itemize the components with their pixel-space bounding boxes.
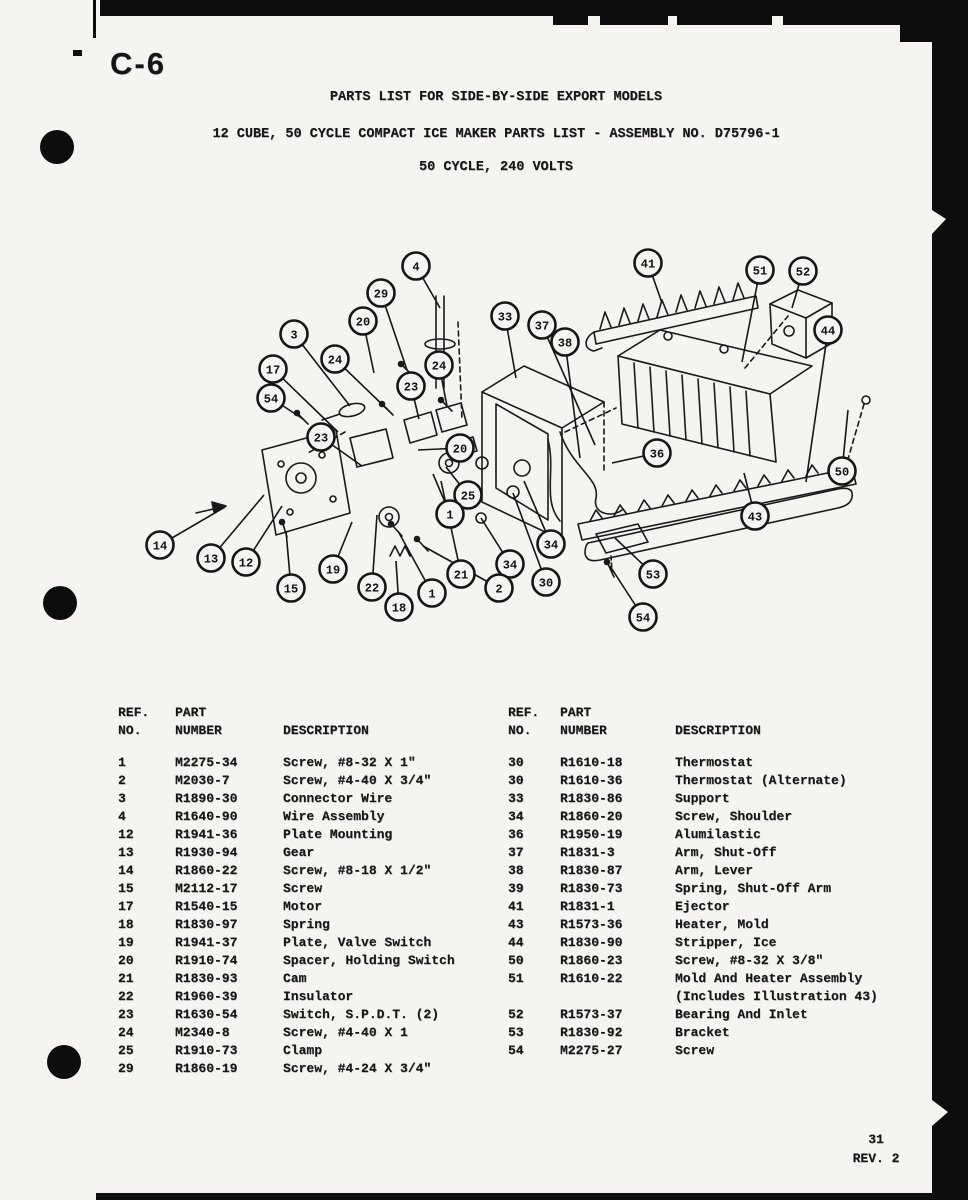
ref-no: 41 [508, 899, 524, 914]
table-row [508, 880, 878, 898]
part-number: R1573-37 [560, 1007, 623, 1022]
callout-number: 53 [645, 568, 661, 583]
table-row [508, 862, 878, 880]
table-row [508, 1042, 878, 1060]
callout-number: 20 [452, 442, 468, 457]
ref-no: REF. [118, 705, 150, 720]
description: Screw, #8-32 X 1" [283, 755, 416, 770]
callout-number: 24 [431, 359, 447, 374]
description: Arm, Lever [675, 863, 754, 878]
callout-number: 1 [428, 587, 436, 602]
description: Screw, Shoulder [675, 809, 793, 824]
description: Ejector [675, 899, 730, 914]
parts-table-right [508, 704, 878, 1060]
support-drawing [482, 366, 604, 540]
ref-no: 23 [118, 1007, 134, 1022]
callout-number: 18 [391, 601, 407, 616]
part-number: R1860-22 [175, 863, 238, 878]
table-row [508, 754, 878, 772]
table-row [118, 772, 455, 790]
ref-no: 37 [508, 845, 524, 860]
ref-no: 21 [118, 971, 134, 986]
part-number: R1950-19 [560, 827, 623, 842]
part-number: R1610-36 [560, 773, 623, 788]
description: DESCRIPTION [675, 723, 761, 738]
ref-no: 17 [118, 899, 134, 914]
description: Bracket [675, 1025, 730, 1040]
shutoff-arm-drawing [560, 432, 622, 514]
ref-no: 20 [118, 953, 134, 968]
table-row [508, 898, 878, 916]
table-row [508, 952, 878, 970]
page-subtitle-volts: 50 CYCLE, 240 VOLTS [419, 160, 573, 175]
part-number: R1610-22 [560, 971, 623, 986]
description: Plate Mounting [283, 827, 393, 842]
callout-number: 54 [635, 611, 651, 626]
part-number: R1860-19 [175, 1061, 238, 1076]
ejector-drawing [586, 283, 758, 351]
part-number: R1573-36 [560, 917, 623, 932]
revision-label: REV. 2 [852, 1151, 900, 1166]
part-number: R1860-23 [560, 953, 623, 968]
ref-no: 1 [118, 755, 126, 770]
ref-no: 43 [508, 917, 524, 932]
page-subtitle: 12 CUBE, 50 CYCLE COMPACT ICE MAKER PARTS LIST - ASSEMBLY NO. D75796-1 [212, 127, 780, 142]
part-number: R1830-87 [560, 863, 623, 878]
page-title: PARTS LIST FOR SIDE-BY-SIDE EXPORT MODELS [329, 90, 663, 105]
part-number: R1910-74 [175, 953, 238, 968]
description: Stripper, Ice [675, 935, 777, 950]
description: Screw, #4-40 X 1 [283, 1025, 408, 1040]
description: Mold And Heater Assembly (Includes Illustration 43) [675, 971, 878, 1004]
callout-number: 52 [795, 265, 811, 280]
callout-number: 22 [364, 581, 380, 596]
callout-number: 1 [446, 508, 454, 523]
callout-number: 14 [152, 539, 168, 554]
arrow-14 [196, 502, 226, 513]
ref-no: 19 [118, 935, 134, 950]
ref-no: 24 [118, 1025, 134, 1040]
callout-number: 13 [203, 552, 219, 567]
part-number: R1830-90 [560, 935, 623, 950]
callout-number: 19 [325, 563, 341, 578]
binder-hole [40, 130, 74, 164]
table-row [118, 880, 455, 898]
description: Clamp [283, 1043, 323, 1058]
ref-no: 52 [508, 1007, 524, 1022]
table-row [118, 916, 455, 934]
page-corner-label: C-6 [110, 46, 166, 81]
ref-no: 3 [118, 791, 126, 806]
ref-no: 33 [508, 791, 524, 806]
callout-number: 50 [834, 465, 850, 480]
description: Thermostat [675, 755, 754, 770]
part-number: R1831-1 [560, 899, 615, 914]
ref-no: 53 [508, 1025, 524, 1040]
callout-number: 23 [403, 380, 419, 395]
callout-number: 15 [283, 582, 299, 597]
part-number: R1630-54 [175, 1007, 238, 1022]
part-number: R1890-30 [175, 791, 238, 806]
part-number: R1941-37 [175, 935, 238, 950]
description: Screw [283, 881, 323, 896]
description: Gear [283, 845, 315, 860]
callout-leader-line [806, 330, 828, 482]
table-row [508, 808, 878, 826]
ref-no: 22 [118, 989, 134, 1004]
callout-number: 34 [502, 558, 518, 573]
ref-no: 14 [118, 863, 134, 878]
ref-no: 12 [118, 827, 134, 842]
ref-no: 51 [508, 971, 524, 986]
part-number: M2275-34 [175, 755, 238, 770]
description: Screw, #4-24 X 3/4" [283, 1061, 432, 1076]
part-number: R1830-73 [560, 881, 623, 896]
heater-drawing [585, 488, 852, 560]
description: Arm, Shut-Off [675, 845, 777, 860]
part-number: R1910-73 [175, 1043, 238, 1058]
description: Thermostat (Alternate) [675, 773, 847, 788]
ref-no: 18 [118, 917, 134, 932]
parts-table-left [118, 704, 455, 1078]
description: Screw [675, 1043, 715, 1058]
description: Motor [283, 899, 323, 914]
part-number: PART [560, 705, 592, 720]
table-row [118, 1006, 455, 1024]
ref-no: 34 [508, 809, 524, 824]
callout-number: 3 [290, 328, 298, 343]
ref-no: 36 [508, 827, 524, 842]
callout-number: 37 [534, 319, 550, 334]
description: Connector Wire [283, 791, 393, 806]
connector-wire-drawing [322, 401, 366, 420]
table-row [118, 1024, 455, 1042]
part-number: M2275-27 [560, 1043, 623, 1058]
table-row [118, 1060, 455, 1078]
table-row [118, 1042, 455, 1060]
table-row [118, 844, 455, 862]
table-row [118, 826, 455, 844]
table-row [118, 934, 455, 952]
description: Spring, Shut-Off Arm [675, 881, 832, 896]
ref-no: 29 [118, 1061, 134, 1076]
screw-50-drawing [846, 396, 870, 466]
callout-number: 2 [495, 582, 503, 597]
part-number: R1830-86 [560, 791, 623, 806]
description: Screw, #8-18 X 1/2" [283, 863, 432, 878]
callout-number: 20 [355, 315, 371, 330]
description: Spacer, Holding Switch [283, 953, 455, 968]
callout-number: 29 [373, 287, 389, 302]
description: Screw, #4-40 X 3/4" [283, 773, 432, 788]
part-number: R1930-94 [175, 845, 238, 860]
part-number: R1941-36 [175, 827, 238, 842]
ref-no: 30 [508, 773, 524, 788]
ref-no: 30 [508, 755, 524, 770]
table-row [118, 898, 455, 916]
description: Spring [283, 917, 330, 932]
part-number: R1860-20 [560, 809, 623, 824]
part-number: R1960-39 [175, 989, 238, 1004]
callout-number: 30 [538, 576, 554, 591]
table-row [118, 754, 455, 772]
binder-hole [43, 586, 77, 620]
part-number: M2030-7 [175, 773, 230, 788]
callout-number: 12 [238, 556, 254, 571]
description: DESCRIPTION [283, 723, 369, 738]
table-row [508, 1024, 878, 1042]
table-row [508, 916, 878, 934]
part-number: R1610-18 [560, 755, 623, 770]
page-footer [824, 1130, 928, 1168]
callout-number: 24 [327, 353, 343, 368]
part-number: NUMBER [175, 723, 222, 738]
callout-number: 44 [820, 324, 836, 339]
table-header-row [508, 722, 878, 740]
binder-hole [47, 1045, 81, 1079]
description: Plate, Valve Switch [283, 935, 432, 950]
ref-no: REF. [508, 705, 540, 720]
callout-number: 23 [313, 431, 329, 446]
lever-arm-drawing [548, 440, 560, 521]
table-header-row [118, 722, 455, 740]
ref-no: NO. [118, 723, 142, 738]
ref-no: 4 [118, 809, 126, 824]
part-number: PART [175, 705, 207, 720]
callout-number: 54 [263, 392, 279, 407]
ref-no: 50 [508, 953, 524, 968]
switch-drawing [390, 403, 519, 556]
table-row [118, 970, 455, 988]
ref-no: 15 [118, 881, 134, 896]
part-number: R1830-93 [175, 971, 238, 986]
description: Switch, S.P.D.T. (2) [283, 1007, 440, 1022]
ref-no: 38 [508, 863, 524, 878]
description: Wire Assembly [283, 809, 385, 824]
ref-no: 13 [118, 845, 134, 860]
ref-no: 39 [508, 881, 524, 896]
description: Heater, Mold [675, 917, 769, 932]
table-row [508, 826, 878, 844]
callout-number: 25 [460, 489, 476, 504]
description: Support [675, 791, 730, 806]
table-row [508, 934, 878, 952]
ref-no: 2 [118, 773, 126, 788]
callout-number: 33 [497, 310, 513, 325]
callout-number: 17 [265, 363, 281, 378]
mounting-plate-drawing [262, 430, 350, 535]
part-number: R1831-3 [560, 845, 615, 860]
callout-number: 43 [747, 510, 763, 525]
callout-leader-line [565, 342, 580, 458]
table-row [118, 988, 455, 1006]
part-number: M2340-8 [175, 1025, 230, 1040]
callout-number: 38 [557, 336, 573, 351]
table-row [508, 1006, 878, 1024]
callout-number: 4 [412, 260, 420, 275]
callout-number: 34 [543, 538, 559, 553]
part-number: M2112-17 [175, 881, 238, 896]
callout-number: 51 [752, 264, 768, 279]
description: Screw, #8-32 X 3/8" [675, 953, 824, 968]
callout-number: 36 [649, 447, 665, 462]
table-row [118, 808, 455, 826]
table-row [508, 790, 878, 808]
table-row [118, 862, 455, 880]
ref-no: 44 [508, 935, 524, 950]
description: Insulator [283, 989, 354, 1004]
description: Cam [283, 971, 307, 986]
table-header-row [508, 704, 878, 722]
table-row [118, 790, 455, 808]
ref-no: 25 [118, 1043, 134, 1058]
part-number: R1830-97 [175, 917, 238, 932]
part-number: R1830-92 [560, 1025, 623, 1040]
table-row [508, 844, 878, 862]
description: Bearing And Inlet [675, 1007, 808, 1022]
part-number: R1540-15 [175, 899, 238, 914]
page-number: 31 [868, 1132, 884, 1147]
part-number: NUMBER [560, 723, 607, 738]
table-header-row [118, 704, 455, 722]
part-number: R1640-90 [175, 809, 238, 824]
ref-no: 54 [508, 1043, 524, 1058]
table-row [508, 970, 878, 1006]
table-row [118, 952, 455, 970]
description: Alumilastic [675, 827, 761, 842]
callout-number: 41 [640, 257, 656, 272]
table-row [508, 772, 878, 790]
ref-no: NO. [508, 723, 532, 738]
callout-number: 21 [453, 568, 469, 583]
